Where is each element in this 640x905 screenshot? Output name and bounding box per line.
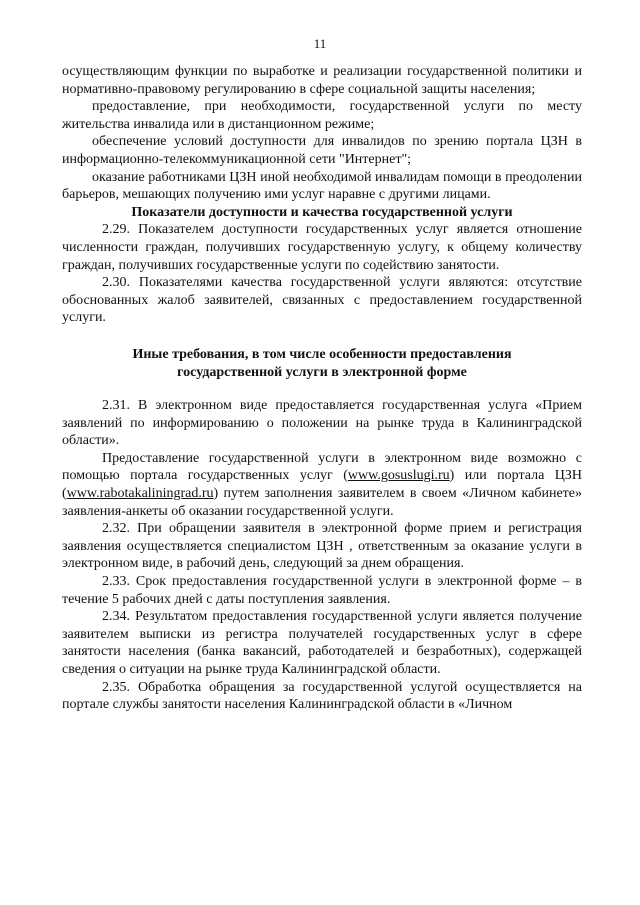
paragraph-2-35: 2.35. Обработка обращения за государственной услугой осуществляется на портале службы занятости населения Калининградской области в «Личном [62,679,582,713]
paragraph-2-32: 2.32. При обращении заявителя в электронной форме прием и регистрация заявления осуществляется специалистом ЦЗН , ответственным за оказание услуги в электронном виде, в рабочий день, следующий за днем обращения. [62,521,582,572]
text-fragment: ) путем заполнения заявителем в своем «Личном кабинете» заявления-анкеты об оказании государственной услуги. [62,486,582,519]
section-heading-line: государственной услуги в электронной форме [177,364,467,380]
section-heading-line: Иные требования, в том числе особенности предоставления [132,346,512,362]
paragraph-2-34: 2.34. Результатом предоставления государственной услуги является получение заявителем выписки из регистра получателей государственных услуг в сфере занятости населения (банка вакансий, работодателей и безработных), содержащей сведения о ситуации на рынке труда Калининградской области. [62,609,582,677]
section-heading-accessibility: Показатели доступности и качества государственной услуги [131,204,513,220]
rabotakaliningrad-link[interactable]: www.rabotakaliningrad.ru [66,486,214,502]
paragraph-2-30: 2.30. Показателями качества государственной услуги являются: отсутствие обоснованных жалоб заявителей, связанных с предоставлением государственной услуги. [62,275,582,326]
paragraph-2-31: 2.31. В электронном виде предоставляется государственная услуга «Прием заявлений по информированию о положении на рынке труда в Калининградской области». [62,398,582,449]
section-heading-electronic [62,346,582,381]
paragraph-2-29: 2.29. Показателем доступности государственных услуг является отношение численности граждан, получивших государственную услугу, к общему количеству граждан, получивших государственные услуги по содействию занятости. [62,222,582,273]
document-body [62,63,582,714]
text-fragment: Предоставление государственной услуги в электронном виде возможно с помощью портала государственных услуг ( [62,450,582,484]
page-number: 11 [313,36,327,51]
paragraph: обеспечение условий доступности для инвалидов по зрению портала ЦЗН в информационно-телекоммуникационной сети "Интернет"; [62,134,582,167]
paragraph-2-33: 2.33. Срок предоставления государственной услуги в электронной форме – в течение 5 рабочих дней с даты поступления заявления. [62,574,582,607]
paragraph: осуществляющим функции по выработке и реализации государственной политики и нормативно-правовому регулированию в сфере социальной защиты населения; [62,64,582,97]
text-fragment: ) или портала ЦЗН ( [62,468,582,502]
paragraph: предоставление, при необходимости, государственной услуги по месту жительства инвалида или в дистанционном режиме; [62,99,582,132]
paragraph: оказание работниками ЦЗН иной необходимой инвалидам помощи в преодолении барьеров, мешающих получению ими услуг наравне с другими лицами. [62,169,582,203]
gosuslugi-link[interactable]: www.gosuslugi.ru [347,468,450,484]
paragraph-electronic-service [62,450,582,520]
